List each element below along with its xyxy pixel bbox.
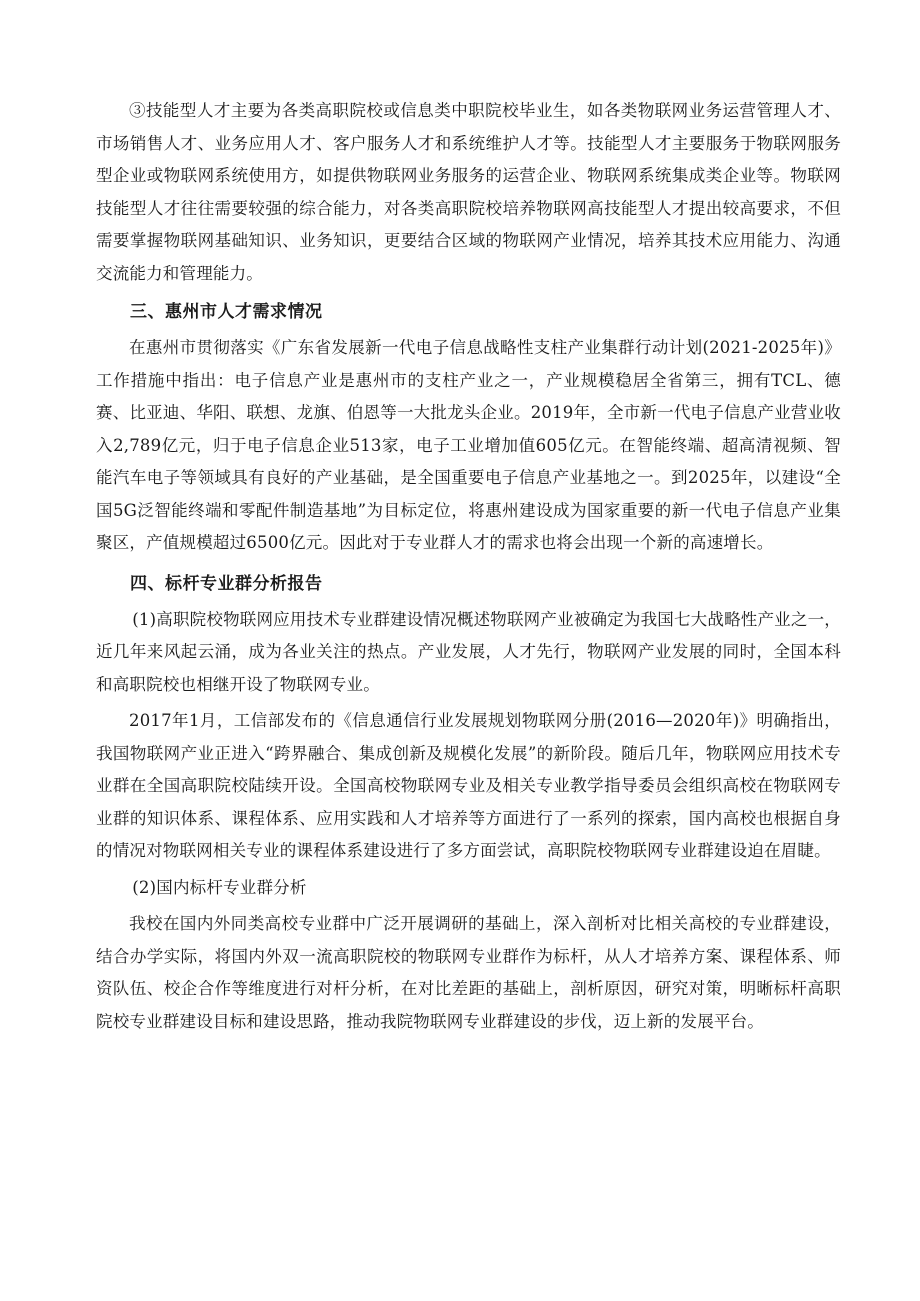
section-heading-benchmark-analysis: 四、标杆专业群分析报告 — [130, 573, 323, 594]
paragraph-skilled-talent: ③技能型人才主要为各类高职院校或信息类中职院校毕业生，如各类物联网业务运营管理人才、市场销售人才、业务应用人才、客户服务人才和系统维护人才等。技能型人才主要服务于物联网服务型企业或物联网系统使用方，如提供物联网业务服务的运营企业、物联网系统集成类企业等。物联网技能型人才往往需要较强的综合能力，对各类高职院校培养物联网高技能型人才提出较高要求，不但需要掌握物联网基础知识、业务知识，更要结合区域的物联网产业情况，培养其技术应用能力、沟通交流能力和管理能力。 — [96, 101, 841, 283]
section-heading-huizhou-demand: 三、惠州市人才需求情况 — [130, 302, 323, 322]
paragraph-huizhou-industry: 在惠州市贯彻落实《广东省发展新一代电子信息战略性支柱产业集群行动计划(2021-2025年)》工作措施中指出：电子信息产业是惠州市的支柱产业之一，产业规模稳居全省第三，拥有TCL、德赛、比亚迪、华阳、联想、龙旗、伯恩等一大批龙头企业。2019年，全市新一代电子信息产业营业收入2,789亿元，归于电子信息企业513家，电子工业增加值605亿元。在智能终端、超高清视频、智能汽车电子等领域具有良好的产业基础，是全国重要电子信息产业基地之一。到2025年，以建设“全国5G泛智能终端和零配件制造基地”为目标定位，将惠州建设成为国家重要的新一代电子信息产业集聚区，产值规模超过6500亿元。因此对于专业群人才的需求也将会出现一个新的高速增长。 — [96, 338, 841, 552]
subheading-domestic-benchmark: (2)国内标杆专业群分析 — [132, 877, 307, 897]
paragraph-miit-plan: 2017年1月，工信部发布的《信息通信行业发展规划物联网分册(2016—2020年)》明确指出，我国物联网产业正进入“跨界融合、集成创新及规模化发展”的新阶段。随后几年，物联网应用技术专业群在全国高职院校陆续开设。全国高校物联网专业及相关专业教学指导委员会组织高校在物联网专业群的知识体系、课程体系、应用实践和人才培养等方面进行了一系列的探索，国内高校也根据自身的情况对物联网相关专业的课程体系建设进行了多方面尝试，高职院校物联网专业群建设迫在眉睫。 — [96, 711, 841, 860]
document-page — [96, 95, 841, 1038]
paragraph-school-research: 我校在国内外同类高校专业群中广泛开展调研的基础上，深入剖析对比相关高校的专业群建设，结合办学实际，将国内外双一流高职院校的物联网专业群作为标杆，从人才培养方案、课程体系、师资队伍、校企合作等维度进行对杆分析，在对比差距的基础上，剖析原因，研究对策，明晰标杆高职院校专业群建设目标和建设思路，推动我院物联网专业群建设的步伐，迈上新的发展平台。 — [96, 914, 841, 1031]
paragraph-iot-overview: (1)高职院校物联网应用技术专业群建设情况概述物联网产业被确定为我国七大战略性产业之一，近几年来风起云涌，成为各业关注的热点。产业发展，人才先行，物联网产业发展的同时，全国本科和高职院校也相继开设了物联网专业。 — [96, 609, 841, 694]
